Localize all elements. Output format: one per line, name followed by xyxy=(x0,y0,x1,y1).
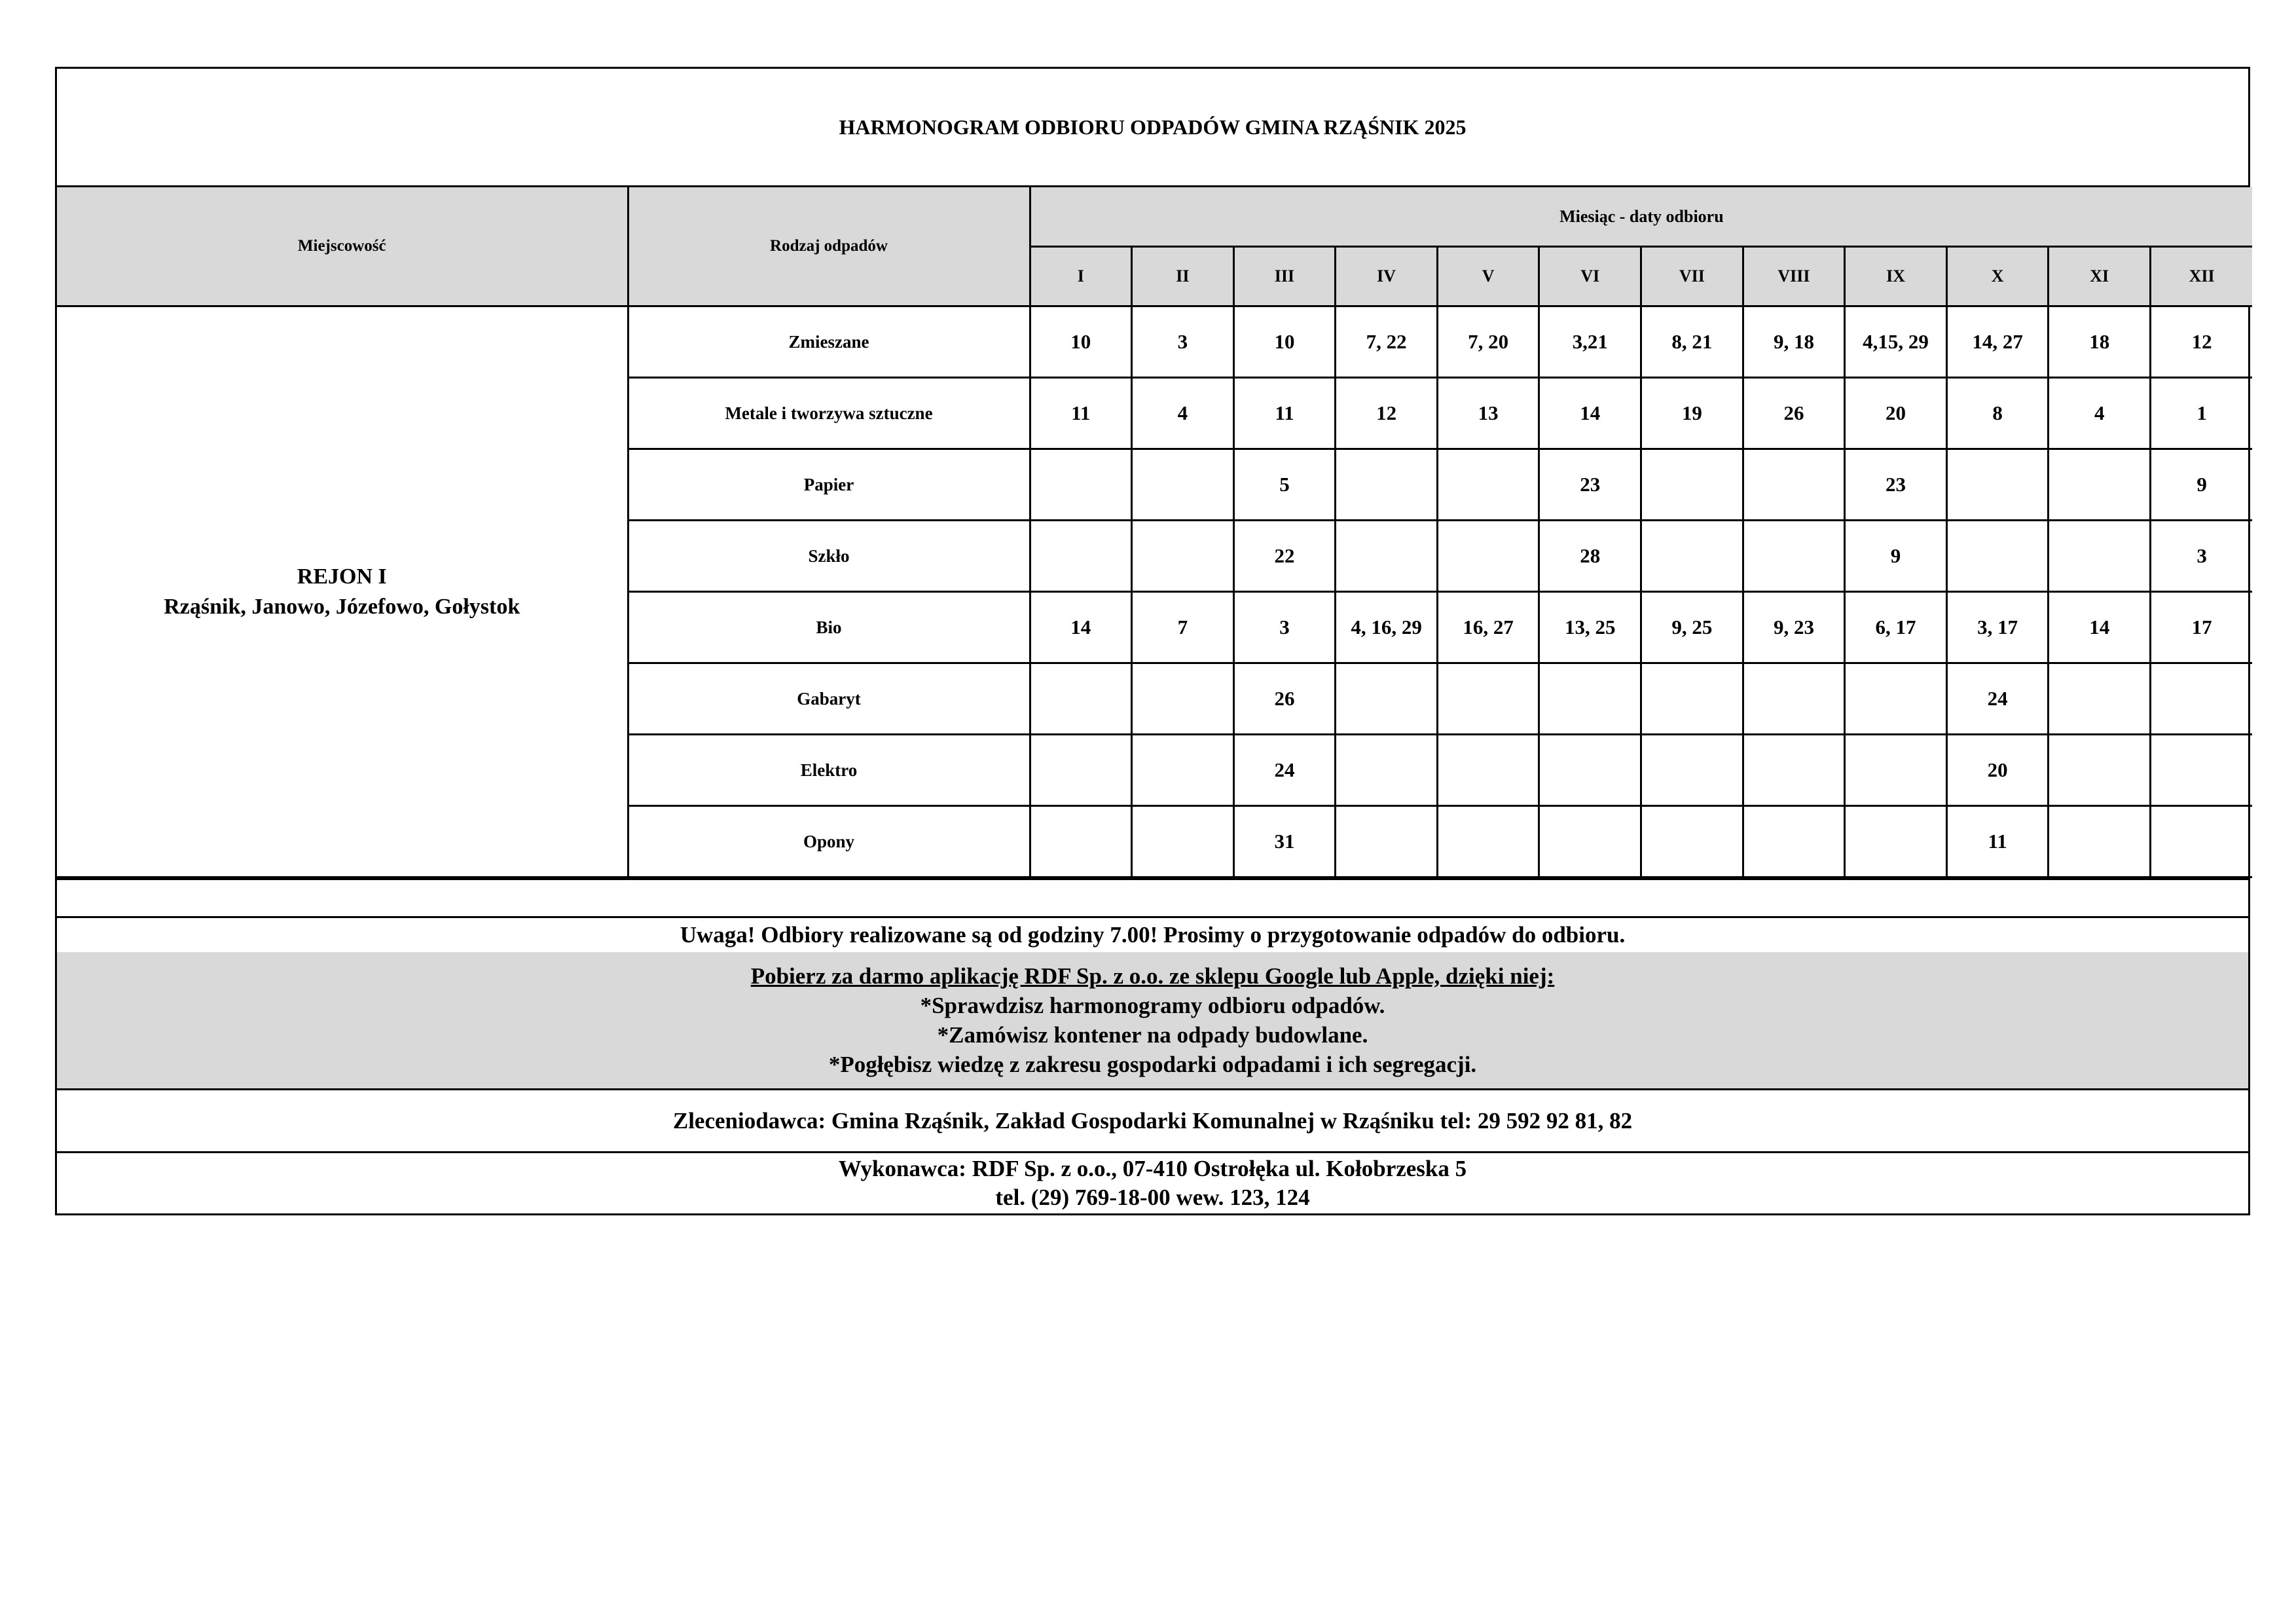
table-row xyxy=(57,306,2252,378)
date-cell xyxy=(1336,663,1438,735)
date-cell: 3,21 xyxy=(1539,306,1641,378)
date-cell xyxy=(2151,663,2253,735)
date-cell xyxy=(1336,735,1438,806)
date-cell xyxy=(1641,663,1743,735)
month-header-ix: IX xyxy=(1845,247,1947,306)
date-cell: 9 xyxy=(2151,449,2253,521)
date-cell: 24 xyxy=(1946,663,2049,735)
date-cell: 20 xyxy=(1845,378,1947,449)
date-cell: 13, 25 xyxy=(1539,592,1641,663)
date-cell: 22 xyxy=(1233,521,1336,592)
date-cell: 3, 17 xyxy=(1946,592,2049,663)
contractor-address: Wykonawca: RDF Sp. z o.o., 07-410 Ostrołęka ul. Kołobrzeska 5 xyxy=(838,1156,1467,1181)
date-cell xyxy=(1132,735,1234,806)
date-cell: 3 xyxy=(2151,521,2253,592)
date-cell: 13 xyxy=(1437,378,1539,449)
date-cell xyxy=(2151,735,2253,806)
date-cell: 14 xyxy=(1539,378,1641,449)
contractor-phone: tel. (29) 769-18-00 wew. 123, 124 xyxy=(995,1185,1310,1210)
date-cell: 16, 27 xyxy=(1437,592,1539,663)
date-cell: 23 xyxy=(1539,449,1641,521)
date-cell: 26 xyxy=(1233,663,1336,735)
date-cell: 24 xyxy=(1233,735,1336,806)
header-locality: Miejscowość xyxy=(57,187,628,306)
waste-type-cell: Elektro xyxy=(628,735,1030,806)
date-cell xyxy=(2049,806,2151,877)
date-cell xyxy=(2049,735,2151,806)
date-cell xyxy=(1437,521,1539,592)
waste-type-cell: Papier xyxy=(628,449,1030,521)
app-promo xyxy=(57,952,2248,1088)
month-header-vii: VII xyxy=(1641,247,1743,306)
date-cell xyxy=(1437,663,1539,735)
date-cell: 14, 27 xyxy=(1946,306,2049,378)
date-cell xyxy=(1845,806,1947,877)
date-cell xyxy=(1030,521,1132,592)
date-cell xyxy=(1743,521,1845,592)
date-cell: 28 xyxy=(1539,521,1641,592)
document-title: HARMONOGRAM ODBIORU ODPADÓW GMINA RZĄŚNIK 2025 xyxy=(57,69,2248,187)
app-promo-bullet: *Sprawdzisz harmonogramy odbioru odpadów. xyxy=(920,993,1385,1018)
date-cell: 4 xyxy=(1132,378,1234,449)
region-name: REJON I xyxy=(297,564,387,589)
client-info: Zleceniodawca: Gmina Rząśnik, Zakład Gospodarki Komunalnej w Rząśniku tel: 29 592 92 81, 82 xyxy=(57,1088,2248,1151)
schedule-table xyxy=(57,187,2252,878)
date-cell xyxy=(2049,449,2151,521)
waste-type-cell: Zmieszane xyxy=(628,306,1030,378)
date-cell: 12 xyxy=(2151,306,2253,378)
date-cell xyxy=(1539,735,1641,806)
date-cell xyxy=(1743,806,1845,877)
date-cell xyxy=(1641,806,1743,877)
date-cell: 9, 25 xyxy=(1641,592,1743,663)
date-cell: 7, 20 xyxy=(1437,306,1539,378)
date-cell xyxy=(1132,521,1234,592)
date-cell: 11 xyxy=(1233,378,1336,449)
month-header-vi: VI xyxy=(1539,247,1641,306)
date-cell: 20 xyxy=(1946,735,2049,806)
waste-type-cell: Bio xyxy=(628,592,1030,663)
date-cell xyxy=(1030,449,1132,521)
date-cell xyxy=(1336,521,1438,592)
date-cell: 8, 21 xyxy=(1641,306,1743,378)
header-waste-type: Rodzaj odpadów xyxy=(628,187,1030,306)
date-cell: 14 xyxy=(1030,592,1132,663)
date-cell xyxy=(1132,449,1234,521)
date-cell xyxy=(1030,806,1132,877)
app-promo-bullet: *Zamówisz kontener na odpady budowlane. xyxy=(937,1022,1368,1048)
date-cell: 4 xyxy=(2049,378,2151,449)
month-header-x: X xyxy=(1946,247,2049,306)
date-cell xyxy=(1641,735,1743,806)
date-cell: 4,15, 29 xyxy=(1845,306,1947,378)
date-cell: 17 xyxy=(2151,592,2253,663)
date-cell xyxy=(1437,449,1539,521)
date-cell xyxy=(1539,663,1641,735)
date-cell: 3 xyxy=(1132,306,1234,378)
date-cell: 1 xyxy=(2151,378,2253,449)
date-cell xyxy=(1946,449,2049,521)
date-cell xyxy=(1336,806,1438,877)
date-cell xyxy=(1641,449,1743,521)
date-cell: 26 xyxy=(1743,378,1845,449)
date-cell xyxy=(1743,735,1845,806)
date-cell: 5 xyxy=(1233,449,1336,521)
waste-type-cell: Opony xyxy=(628,806,1030,877)
date-cell xyxy=(1845,735,1947,806)
waste-type-cell: Szkło xyxy=(628,521,1030,592)
date-cell: 9, 23 xyxy=(1743,592,1845,663)
date-cell xyxy=(1437,735,1539,806)
date-cell: 8 xyxy=(1946,378,2049,449)
date-cell: 9 xyxy=(1845,521,1947,592)
date-cell: 31 xyxy=(1233,806,1336,877)
date-cell xyxy=(2049,663,2151,735)
spacer-row xyxy=(57,878,2248,916)
month-header-ii: II xyxy=(1132,247,1234,306)
month-header-xi: XI xyxy=(2049,247,2151,306)
date-cell xyxy=(1437,806,1539,877)
date-cell: 12 xyxy=(1336,378,1438,449)
date-cell xyxy=(2049,521,2151,592)
date-cell xyxy=(1845,663,1947,735)
month-header-i: I xyxy=(1030,247,1132,306)
date-cell xyxy=(1336,449,1438,521)
app-promo-headline: Pobierz za darmo aplikację RDF Sp. z o.o. ze sklepu Google lub Apple, dzięki niej: xyxy=(750,963,1555,989)
date-cell: 3 xyxy=(1233,592,1336,663)
waste-type-cell: Metale i tworzywa sztuczne xyxy=(628,378,1030,449)
date-cell xyxy=(1030,735,1132,806)
header-months-group: Miesiąc - daty odbioru xyxy=(1030,187,2252,247)
date-cell: 7, 22 xyxy=(1336,306,1438,378)
date-cell: 14 xyxy=(2049,592,2151,663)
date-cell xyxy=(2151,806,2253,877)
date-cell: 18 xyxy=(2049,306,2151,378)
waste-type-cell: Gabaryt xyxy=(628,663,1030,735)
region-places: Rząśnik, Janowo, Józefowo, Gołystok xyxy=(164,594,520,619)
date-cell: 4, 16, 29 xyxy=(1336,592,1438,663)
date-cell: 6, 17 xyxy=(1845,592,1947,663)
schedule-body xyxy=(57,306,2252,877)
date-cell: 7 xyxy=(1132,592,1234,663)
date-cell xyxy=(1641,521,1743,592)
month-header-xii: XII xyxy=(2151,247,2253,306)
app-promo-bullet: *Pogłębisz wiedzę z zakresu gospodarki odpadami i ich segregacji. xyxy=(828,1052,1477,1077)
date-cell: 10 xyxy=(1233,306,1336,378)
date-cell: 10 xyxy=(1030,306,1132,378)
month-header-viii: VIII xyxy=(1743,247,1845,306)
date-cell xyxy=(1743,449,1845,521)
pickup-notice: Uwaga! Odbiory realizowane są od godziny 7.00! Prosimy o przygotowanie odpadów do odbioru. xyxy=(57,916,2248,952)
contractor-info xyxy=(57,1151,2248,1213)
date-cell xyxy=(1132,663,1234,735)
date-cell xyxy=(1132,806,1234,877)
month-header-iv: IV xyxy=(1336,247,1438,306)
date-cell: 11 xyxy=(1030,378,1132,449)
region-cell xyxy=(57,306,628,877)
month-header-iii: III xyxy=(1233,247,1336,306)
date-cell xyxy=(1743,663,1845,735)
date-cell: 23 xyxy=(1845,449,1947,521)
month-header-v: V xyxy=(1437,247,1539,306)
date-cell: 9, 18 xyxy=(1743,306,1845,378)
date-cell: 19 xyxy=(1641,378,1743,449)
date-cell xyxy=(1539,806,1641,877)
date-cell: 11 xyxy=(1946,806,2049,877)
schedule-document xyxy=(55,67,2250,1215)
date-cell xyxy=(1946,521,2049,592)
date-cell xyxy=(1030,663,1132,735)
